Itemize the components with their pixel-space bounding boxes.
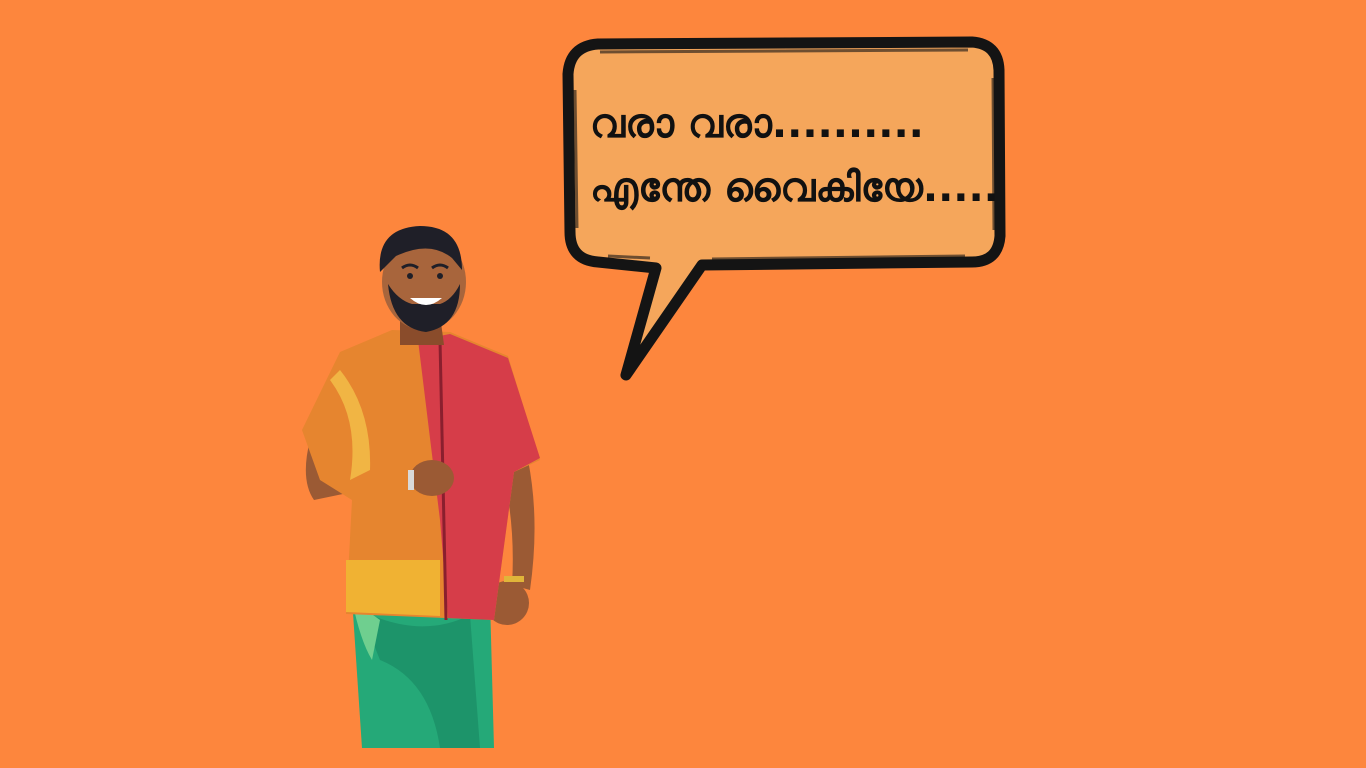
speech-line-1: വരാ വരാ.......... (590, 101, 924, 147)
man-in-mundu-illustration (302, 226, 540, 748)
speech-line-2: എന്തേ വൈകിയേ..... (590, 165, 999, 211)
speech-bubble-text (590, 92, 999, 220)
